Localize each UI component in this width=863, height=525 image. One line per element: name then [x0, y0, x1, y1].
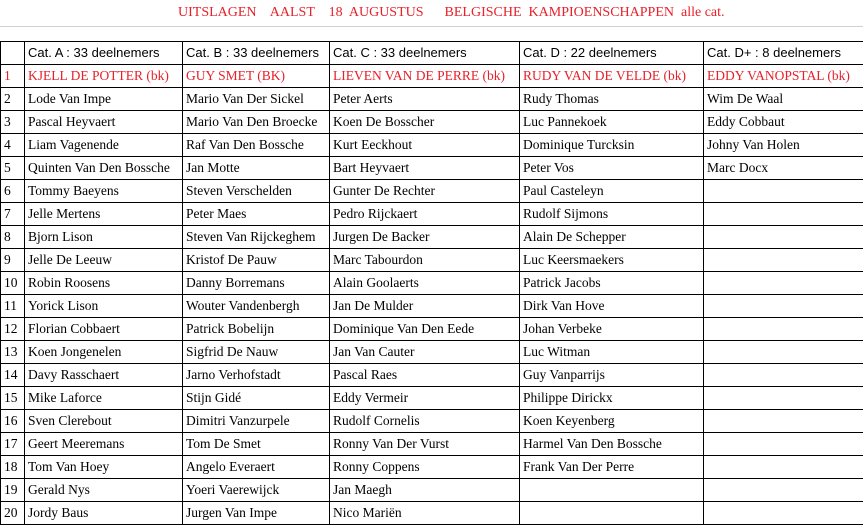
cat-a-cell: Tom Van Hoey — [25, 456, 183, 479]
cat-d-plus-cell — [704, 341, 863, 364]
table-row — [1, 88, 863, 111]
rank-cell: 5 — [1, 157, 25, 180]
table-row — [1, 479, 863, 502]
cat-d-cell: Paul Casteleyn — [520, 180, 704, 203]
cat-d-cell: Koen Keyenberg — [520, 410, 704, 433]
cat-b-cell: Raf Van Den Bossche — [183, 134, 330, 157]
cat-d-plus-cell — [704, 364, 863, 387]
table-row — [1, 456, 863, 479]
table-row — [1, 180, 863, 203]
table-row — [1, 203, 863, 226]
cat-c-cell: Bart Heyvaert — [330, 157, 520, 180]
rank-cell: 4 — [1, 134, 25, 157]
cat-a-cell: Davy Rasschaert — [25, 364, 183, 387]
rank-cell: 7 — [1, 203, 25, 226]
cat-d-cell: Guy Vanparrijs — [520, 364, 704, 387]
table-row — [1, 295, 863, 318]
table-row — [1, 433, 863, 456]
title-divider — [0, 26, 863, 27]
cat-c-cell: Kurt Eeckhout — [330, 134, 520, 157]
cat-a-cell: Jelle De Leeuw — [25, 249, 183, 272]
cat-d-cell: Peter Vos — [520, 157, 704, 180]
cat-d-plus-cell — [704, 433, 863, 456]
rank-cell: 1 — [1, 65, 25, 88]
cat-d-cell: Philippe Dirickx — [520, 387, 704, 410]
cat-d-plus-cell — [704, 456, 863, 479]
cat-a-cell: Pascal Heyvaert — [25, 111, 183, 134]
cat-c-cell: Dominique Van Den Eede — [330, 318, 520, 341]
cat-c-cell: LIEVEN VAN DE PERRE (bk) — [330, 65, 520, 88]
header-cell-cat-d: Cat. D : 22 deelnemers — [520, 42, 704, 65]
header-cell-cat-a: Cat. A : 33 deelnemers — [25, 42, 183, 65]
cat-d-plus-cell: Marc Docx — [704, 157, 863, 180]
header-cell-cat-c: Cat. C : 33 deelnemers — [330, 42, 520, 65]
cat-d-cell: Harmel Van Den Bossche — [520, 433, 704, 456]
cat-b-cell: Angelo Everaert — [183, 456, 330, 479]
cat-d-cell: Frank Van Der Perre — [520, 456, 704, 479]
cat-a-cell: Bjorn Lison — [25, 226, 183, 249]
rank-cell: 15 — [1, 387, 25, 410]
cat-a-cell: Gerald Nys — [25, 479, 183, 502]
table-row — [1, 226, 863, 249]
cat-c-cell: Alain Goolaerts — [330, 272, 520, 295]
cat-d-plus-cell — [704, 272, 863, 295]
rank-cell: 10 — [1, 272, 25, 295]
cat-a-cell: Jelle Mertens — [25, 203, 183, 226]
rank-cell: 11 — [1, 295, 25, 318]
cat-b-cell: Steven Van Rijckeghem — [183, 226, 330, 249]
cat-c-cell: Ronny Van Der Vurst — [330, 433, 520, 456]
cat-d-plus-cell — [704, 295, 863, 318]
cat-c-cell: Peter Aerts — [330, 88, 520, 111]
cat-c-cell: Jan Van Cauter — [330, 341, 520, 364]
results-table-body — [1, 42, 863, 525]
cat-d-plus-cell: EDDY VANOPSTAL (bk) — [704, 65, 863, 88]
table-row — [1, 111, 863, 134]
cat-d-plus-cell: Eddy Cobbaut — [704, 111, 863, 134]
table-row — [1, 502, 863, 525]
table-row — [1, 272, 863, 295]
cat-b-cell: Steven Verschelden — [183, 180, 330, 203]
cat-b-cell: Kristof De Pauw — [183, 249, 330, 272]
table-row — [1, 134, 863, 157]
rank-cell: 6 — [1, 180, 25, 203]
rank-cell: 8 — [1, 226, 25, 249]
cat-b-cell: Jan Motte — [183, 157, 330, 180]
cat-c-cell: Pedro Rijckaert — [330, 203, 520, 226]
cat-a-cell: Jordy Baus — [25, 502, 183, 525]
cat-c-cell: Jurgen De Backer — [330, 226, 520, 249]
cat-d-plus-cell — [704, 318, 863, 341]
cat-c-cell: Jan Maegh — [330, 479, 520, 502]
rank-cell: 9 — [1, 249, 25, 272]
cat-b-cell: Sigfrid De Nauw — [183, 341, 330, 364]
cat-d-plus-cell — [704, 387, 863, 410]
cat-d-cell: RUDY VAN DE VELDE (bk) — [520, 65, 704, 88]
cat-d-cell: Rudy Thomas — [520, 88, 704, 111]
cat-b-cell: Mario Van Den Broecke — [183, 111, 330, 134]
cat-b-cell: Peter Maes — [183, 203, 330, 226]
cat-d-cell — [520, 479, 704, 502]
page-title: UITSLAGEN AALST 18 AUGUSTUS BELGISCHE KAMPIOENSCHAPPEN alle cat. — [178, 5, 725, 21]
cat-d-plus-cell — [704, 410, 863, 433]
table-row — [1, 157, 863, 180]
cat-d-cell: Alain De Schepper — [520, 226, 704, 249]
cat-a-cell: Yorick Lison — [25, 295, 183, 318]
table-row — [1, 249, 863, 272]
cat-d-plus-cell — [704, 502, 863, 525]
cat-b-cell: Jarno Verhofstadt — [183, 364, 330, 387]
header-cell-rank — [1, 42, 25, 65]
cat-c-cell: Rudolf Cornelis — [330, 410, 520, 433]
cat-d-plus-cell — [704, 479, 863, 502]
table-row — [1, 341, 863, 364]
cat-b-cell: Mario Van Der Sickel — [183, 88, 330, 111]
cat-d-cell: Luc Witman — [520, 341, 704, 364]
cat-d-plus-cell — [704, 203, 863, 226]
rank-cell: 20 — [1, 502, 25, 525]
cat-c-cell: Jan De Mulder — [330, 295, 520, 318]
cat-d-cell — [520, 502, 704, 525]
cat-b-cell: Wouter Vandenbergh — [183, 295, 330, 318]
cat-b-cell: GUY SMET (BK) — [183, 65, 330, 88]
rank-cell: 2 — [1, 88, 25, 111]
cat-c-cell: Ronny Coppens — [330, 456, 520, 479]
cat-b-cell: Dimitri Vanzurpele — [183, 410, 330, 433]
cat-c-cell: Gunter De Rechter — [330, 180, 520, 203]
header-cell-cat-b: Cat. B : 33 deelnemers — [183, 42, 330, 65]
cat-d-cell: Dirk Van Hove — [520, 295, 704, 318]
cat-a-cell: Geert Meeremans — [25, 433, 183, 456]
cat-b-cell: Tom De Smet — [183, 433, 330, 456]
cat-d-plus-cell — [704, 180, 863, 203]
cat-d-plus-cell — [704, 249, 863, 272]
cat-a-cell: Liam Vagenende — [25, 134, 183, 157]
cat-c-cell: Nico Mariën — [330, 502, 520, 525]
cat-d-cell: Johan Verbeke — [520, 318, 704, 341]
cat-c-cell: Pascal Raes — [330, 364, 520, 387]
cat-d-plus-cell — [704, 226, 863, 249]
rank-cell: 14 — [1, 364, 25, 387]
cat-d-cell: Luc Pannekoek — [520, 111, 704, 134]
rank-cell: 19 — [1, 479, 25, 502]
table-row-winners — [1, 65, 863, 88]
cat-d-cell: Dominique Turcksin — [520, 134, 704, 157]
cat-a-cell: Mike Laforce — [25, 387, 183, 410]
rank-cell: 18 — [1, 456, 25, 479]
cat-c-cell: Marc Tabourdon — [330, 249, 520, 272]
table-header-row — [1, 42, 863, 65]
cat-d-plus-cell: Wim De Waal — [704, 88, 863, 111]
header-cell-cat-d-plus: Cat. D+ : 8 deelnemers — [704, 42, 863, 65]
cat-b-cell: Yoeri Vaerewijck — [183, 479, 330, 502]
rank-cell: 12 — [1, 318, 25, 341]
cat-c-cell: Koen De Bosscher — [330, 111, 520, 134]
cat-b-cell: Jurgen Van Impe — [183, 502, 330, 525]
cat-a-cell: Quinten Van Den Bossche — [25, 157, 183, 180]
cat-d-cell: Rudolf Sijmons — [520, 203, 704, 226]
cat-b-cell: Patrick Bobelijn — [183, 318, 330, 341]
cat-a-cell: KJELL DE POTTER (bk) — [25, 65, 183, 88]
cat-d-plus-cell: Johny Van Holen — [704, 134, 863, 157]
table-row — [1, 410, 863, 433]
cat-a-cell: Florian Cobbaert — [25, 318, 183, 341]
cat-a-cell: Lode Van Impe — [25, 88, 183, 111]
rank-cell: 17 — [1, 433, 25, 456]
cat-a-cell: Sven Clerebout — [25, 410, 183, 433]
cat-a-cell: Tommy Baeyens — [25, 180, 183, 203]
results-table — [0, 41, 863, 525]
cat-b-cell: Stijn Gidé — [183, 387, 330, 410]
cat-a-cell: Koen Jongenelen — [25, 341, 183, 364]
rank-cell: 13 — [1, 341, 25, 364]
table-row — [1, 364, 863, 387]
cat-d-cell: Patrick Jacobs — [520, 272, 704, 295]
cat-c-cell: Eddy Vermeir — [330, 387, 520, 410]
rank-cell: 16 — [1, 410, 25, 433]
rank-cell: 3 — [1, 111, 25, 134]
table-row — [1, 387, 863, 410]
cat-a-cell: Robin Roosens — [25, 272, 183, 295]
cat-b-cell: Danny Borremans — [183, 272, 330, 295]
cat-d-cell: Luc Keersmaekers — [520, 249, 704, 272]
table-row — [1, 318, 863, 341]
